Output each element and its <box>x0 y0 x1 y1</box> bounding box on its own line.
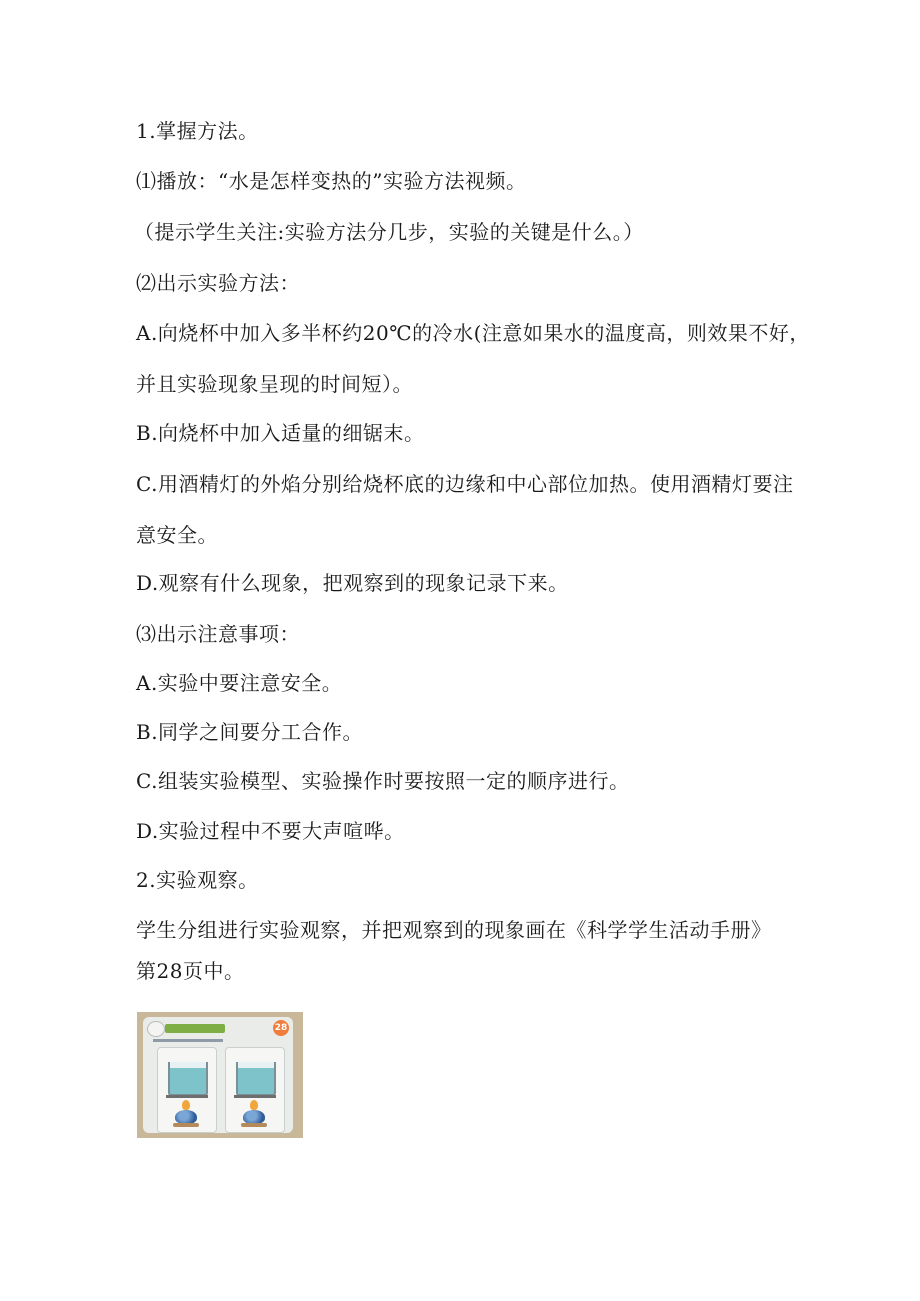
section-heading-method: 1.掌握方法。 <box>136 119 259 143</box>
step-show-precautions: ⑶出示注意事项： <box>136 622 300 646</box>
flame-icon <box>250 1100 258 1110</box>
method-item-c-continued: 意安全。 <box>136 523 218 547</box>
instruction-line <box>153 1039 223 1042</box>
flame-icon <box>182 1100 190 1110</box>
lamp-base <box>241 1123 267 1127</box>
method-item-d: D.观察有什么现象，把观察到的现象记录下来。 <box>136 571 569 595</box>
workbook-sheet <box>143 1017 293 1133</box>
method-item-a-continued: 并且实验现象呈现的时间短）。 <box>136 372 413 396</box>
beaker-icon <box>236 1062 276 1096</box>
method-item-c: C.用酒精灯的外焰分别给烧杯底的边缘和中心部位加热。使用酒精灯要注 <box>136 472 794 496</box>
section-heading-observation: 2.实验观察。 <box>136 868 259 892</box>
workbook-page-image <box>137 1012 303 1138</box>
step-play-video: ⑴播放：“水是怎样变热的”实验方法视频。 <box>136 169 527 193</box>
observation-paragraph: 学生分组进行实验观察，并把观察到的现象画在《科学学生活动手册》 <box>136 918 772 942</box>
page-number-badge: 28 <box>273 1020 289 1036</box>
hint-note: （提示学生关注:实验方法分几步，实验的关键是什么。） <box>134 220 644 244</box>
stand-icon <box>234 1095 276 1098</box>
experiment-panel-left <box>157 1047 217 1133</box>
precaution-item-a: A.实验中要注意安全。 <box>136 671 343 695</box>
step-show-method: ⑵出示实验方法： <box>136 271 300 295</box>
stand-icon <box>166 1095 208 1098</box>
method-item-a: A.向烧杯中加入多半杯约20℃的冷水(注意如果水的温度高，则效果不好， <box>136 321 810 345</box>
experiment-panel-right <box>225 1047 285 1133</box>
precaution-item-c: C.组装实验模型、实验操作时要按照一定的顺序进行。 <box>136 769 630 793</box>
alcohol-lamp-icon <box>175 1110 197 1124</box>
beaker-icon <box>168 1062 208 1096</box>
precaution-item-d: D.实验过程中不要大声喧哗。 <box>136 819 405 843</box>
observation-paragraph-continued: 第28页中。 <box>136 959 245 983</box>
alcohol-lamp-icon <box>243 1110 265 1124</box>
magnifier-icon <box>147 1021 165 1037</box>
workbook-header-bar <box>165 1024 225 1033</box>
precaution-item-b: B.同学之间要分工合作。 <box>136 720 364 744</box>
lamp-base <box>173 1123 199 1127</box>
method-item-b: B.向烧杯中加入适量的细锯末。 <box>136 421 425 445</box>
